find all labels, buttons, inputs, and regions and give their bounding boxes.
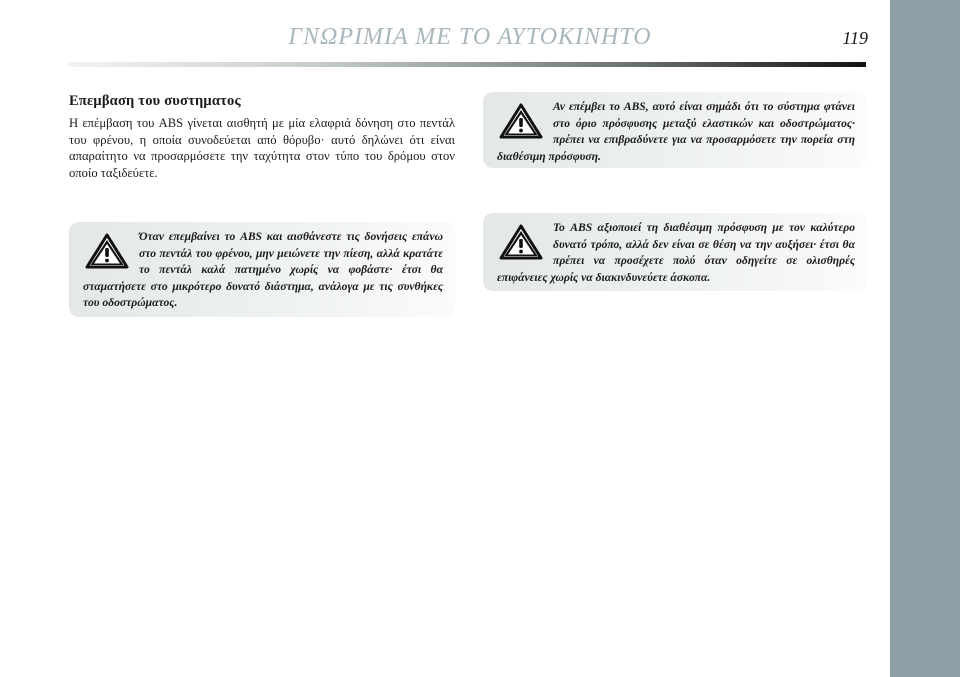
header-rule: [68, 62, 866, 67]
side-bar: [890, 0, 960, 677]
warning-text-1: Όταν επεμβαίνει το ABS και αισθάνεστε τις δονήσεις επάνω στο πεντάλ του φρένου, μην μειώνετε την πίεση, αλλά κρατάτε το πεντάλ καλά πατημένο χωρίς να φοβάστε· έτσι θα σταματήσετε στο μικρότερο δυνατό διάστημα, ανάλογα με τις συνθήκες του οδοστρώματος.: [83, 230, 443, 310]
warning-triangle-icon: [499, 103, 543, 139]
warning-box-3: [483, 213, 867, 291]
section-heading: Επεμβαση του συστηματος: [69, 93, 241, 109]
warning-box-1: [69, 222, 455, 317]
warning-text-3: Το ABS αξιοποιεί τη διαθέσιμη πρόσφυση με τον καλύτερο δυνατό τρόπο, αλλά δεν είναι σε θέση να την αυξήσει· έτσι θα πρέπει να προσέχετε πολύ όταν οδηγείτε σε ολισθηρές επιφάνειες χωρίς να διακινδυνεύετε άσκοπα.: [497, 221, 855, 284]
page-header-title: ΓΝΩΡΙΜΙΑ ΜΕ ΤΟ ΑΥΤΟΚΙΝΗΤΟ: [288, 24, 652, 50]
warning-text-2: Αν επέμβει το ABS, αυτό είναι σημάδι ότι το σύστημα φτάνει στο όριο πρόσφυσης μεταξύ ελαστικών και οδοστρώματος· πρέπει να επιβραδύνετε για να προσαρμόσετε την πορεία στη διαθέσιμη πρόσφυση.: [497, 100, 855, 163]
page-number: 119: [842, 28, 868, 48]
warning-triangle-icon: [85, 233, 129, 269]
warning-triangle-icon: [499, 224, 543, 260]
body-paragraph: Η επέμβαση του ABS γίνεται αισθητή με μία ελαφριά δόνηση στο πεντάλ του φρένου, η οποία συνοδεύεται από θόρυβο· αυτό δηλώνει ότι είναι απαραίτητο να προσαρμόσετε την ταχύτητα στον τύπο του δρόμου στον οποίο ταξιδεύετε.: [69, 116, 455, 180]
warning-box-2: [483, 92, 867, 168]
